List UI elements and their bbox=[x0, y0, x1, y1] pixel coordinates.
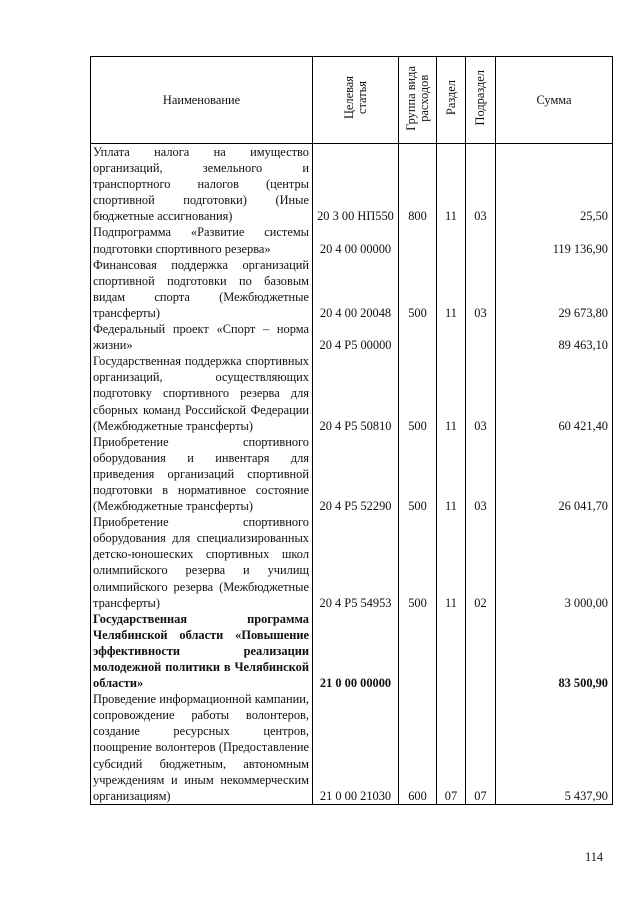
table-row bbox=[91, 257, 613, 321]
row-section: 11 bbox=[437, 434, 466, 514]
row-target-article: 20 4 00 20048 bbox=[313, 257, 399, 321]
row-expense-group bbox=[399, 321, 437, 353]
row-name: Приобретение спортивного оборудования и инвентаря для приведения организаций спортивной подготовки в нормативное состояние (Межбюджетные трансферты) bbox=[91, 434, 313, 514]
row-name: Федеральный проект «Спорт – норма жизни» bbox=[91, 321, 313, 353]
budget-table-page bbox=[90, 56, 612, 805]
row-name: Приобретение спортивного оборудования для специализированных детско-юношеских спортивных школ олимпийского резерва и училищ олимпийского резерва (Межбюджетные трансферты) bbox=[91, 514, 313, 611]
table-row bbox=[91, 321, 613, 353]
row-subsection: 03 bbox=[466, 257, 496, 321]
row-subsection: 03 bbox=[466, 353, 496, 433]
row-section: 11 bbox=[437, 514, 466, 611]
row-subsection: 07 bbox=[466, 691, 496, 804]
row-target-article: 20 4 00 00000 bbox=[313, 224, 399, 256]
table-row bbox=[91, 224, 613, 256]
row-sum: 29 673,80 bbox=[496, 257, 613, 321]
row-section bbox=[437, 224, 466, 256]
budget-table bbox=[90, 56, 613, 805]
header-subsection bbox=[466, 57, 496, 144]
row-sum: 119 136,90 bbox=[496, 224, 613, 256]
row-sum: 3 000,00 bbox=[496, 514, 613, 611]
row-name: Уплата налога на имущество организаций, земельного и транспортного налогов (центры спортивной подготовки) (Иные бюджетные ассигнования) bbox=[91, 144, 313, 225]
header-sum: Сумма bbox=[496, 57, 613, 144]
row-target-article: 21 0 00 00000 bbox=[313, 611, 399, 691]
row-name: Финансовая поддержка организаций спортивной подготовки по базовым видам спорта (Межбюджетные трансферты) bbox=[91, 257, 313, 321]
row-sum: 89 463,10 bbox=[496, 321, 613, 353]
row-subsection: 03 bbox=[466, 144, 496, 225]
row-section: 07 bbox=[437, 691, 466, 804]
row-expense-group bbox=[399, 611, 437, 691]
row-subsection bbox=[466, 611, 496, 691]
table-row bbox=[91, 144, 613, 225]
row-expense-group: 500 bbox=[399, 257, 437, 321]
header-expense-group bbox=[399, 57, 437, 144]
row-target-article: 20 4 P5 50810 bbox=[313, 353, 399, 433]
table-row bbox=[91, 514, 613, 611]
table-row bbox=[91, 353, 613, 433]
row-expense-group bbox=[399, 224, 437, 256]
row-expense-group: 600 bbox=[399, 691, 437, 804]
row-target-article: 20 4 P5 52290 bbox=[313, 434, 399, 514]
table-row bbox=[91, 611, 613, 691]
row-name: Государственная программа Челябинской области «Повышение эффективности реализации молодежной политики в Челябинской области» bbox=[91, 611, 313, 691]
row-subsection bbox=[466, 321, 496, 353]
table-body bbox=[91, 144, 613, 805]
row-name: Подпрограмма «Развитие системы подготовки спортивного резерва» bbox=[91, 224, 313, 256]
header-subsection-label: Подраздел bbox=[473, 70, 487, 126]
row-section bbox=[437, 321, 466, 353]
row-section: 11 bbox=[437, 353, 466, 433]
header-expense-group-label: Группа вида расходов bbox=[403, 65, 431, 131]
row-target-article: 21 0 00 21030 bbox=[313, 691, 399, 804]
row-section: 11 bbox=[437, 257, 466, 321]
header-section bbox=[437, 57, 466, 144]
row-expense-group: 800 bbox=[399, 144, 437, 225]
row-target-article: 20 3 00 НП550 bbox=[313, 144, 399, 225]
row-name: Проведение информационной кампании, сопровождение работы волонтеров, создание ресурсных центров, поощрение волонтеров (Предоставление субсидий бюджетным, автономным учреждениям и иным некоммерческим организациям) bbox=[91, 691, 313, 804]
row-expense-group: 500 bbox=[399, 434, 437, 514]
table-row bbox=[91, 691, 613, 804]
row-sum: 25,50 bbox=[496, 144, 613, 225]
header-section-label: Раздел bbox=[443, 80, 458, 116]
row-subsection bbox=[466, 224, 496, 256]
row-sum: 26 041,70 bbox=[496, 434, 613, 514]
header-target-article bbox=[313, 57, 399, 144]
header-name: Наименование bbox=[91, 57, 313, 144]
row-subsection: 03 bbox=[466, 434, 496, 514]
row-section: 11 bbox=[437, 144, 466, 225]
row-expense-group: 500 bbox=[399, 514, 437, 611]
row-target-article: 20 4 P5 54953 bbox=[313, 514, 399, 611]
row-sum: 60 421,40 bbox=[496, 353, 613, 433]
row-section bbox=[437, 611, 466, 691]
table-header-row bbox=[91, 57, 613, 144]
row-subsection: 02 bbox=[466, 514, 496, 611]
header-target-article-label: Целевая статья bbox=[341, 76, 369, 120]
row-sum: 83 500,90 bbox=[496, 611, 613, 691]
row-sum: 5 437,90 bbox=[496, 691, 613, 804]
table-row bbox=[91, 434, 613, 514]
row-expense-group: 500 bbox=[399, 353, 437, 433]
page-number: 114 bbox=[585, 850, 604, 864]
row-name: Государственная поддержка спортивных организаций, осуществляющих подготовку спортивного резерва для сборных команд Российской Федерации (Межбюджетные трансферты) bbox=[91, 353, 313, 433]
row-target-article: 20 4 P5 00000 bbox=[313, 321, 399, 353]
